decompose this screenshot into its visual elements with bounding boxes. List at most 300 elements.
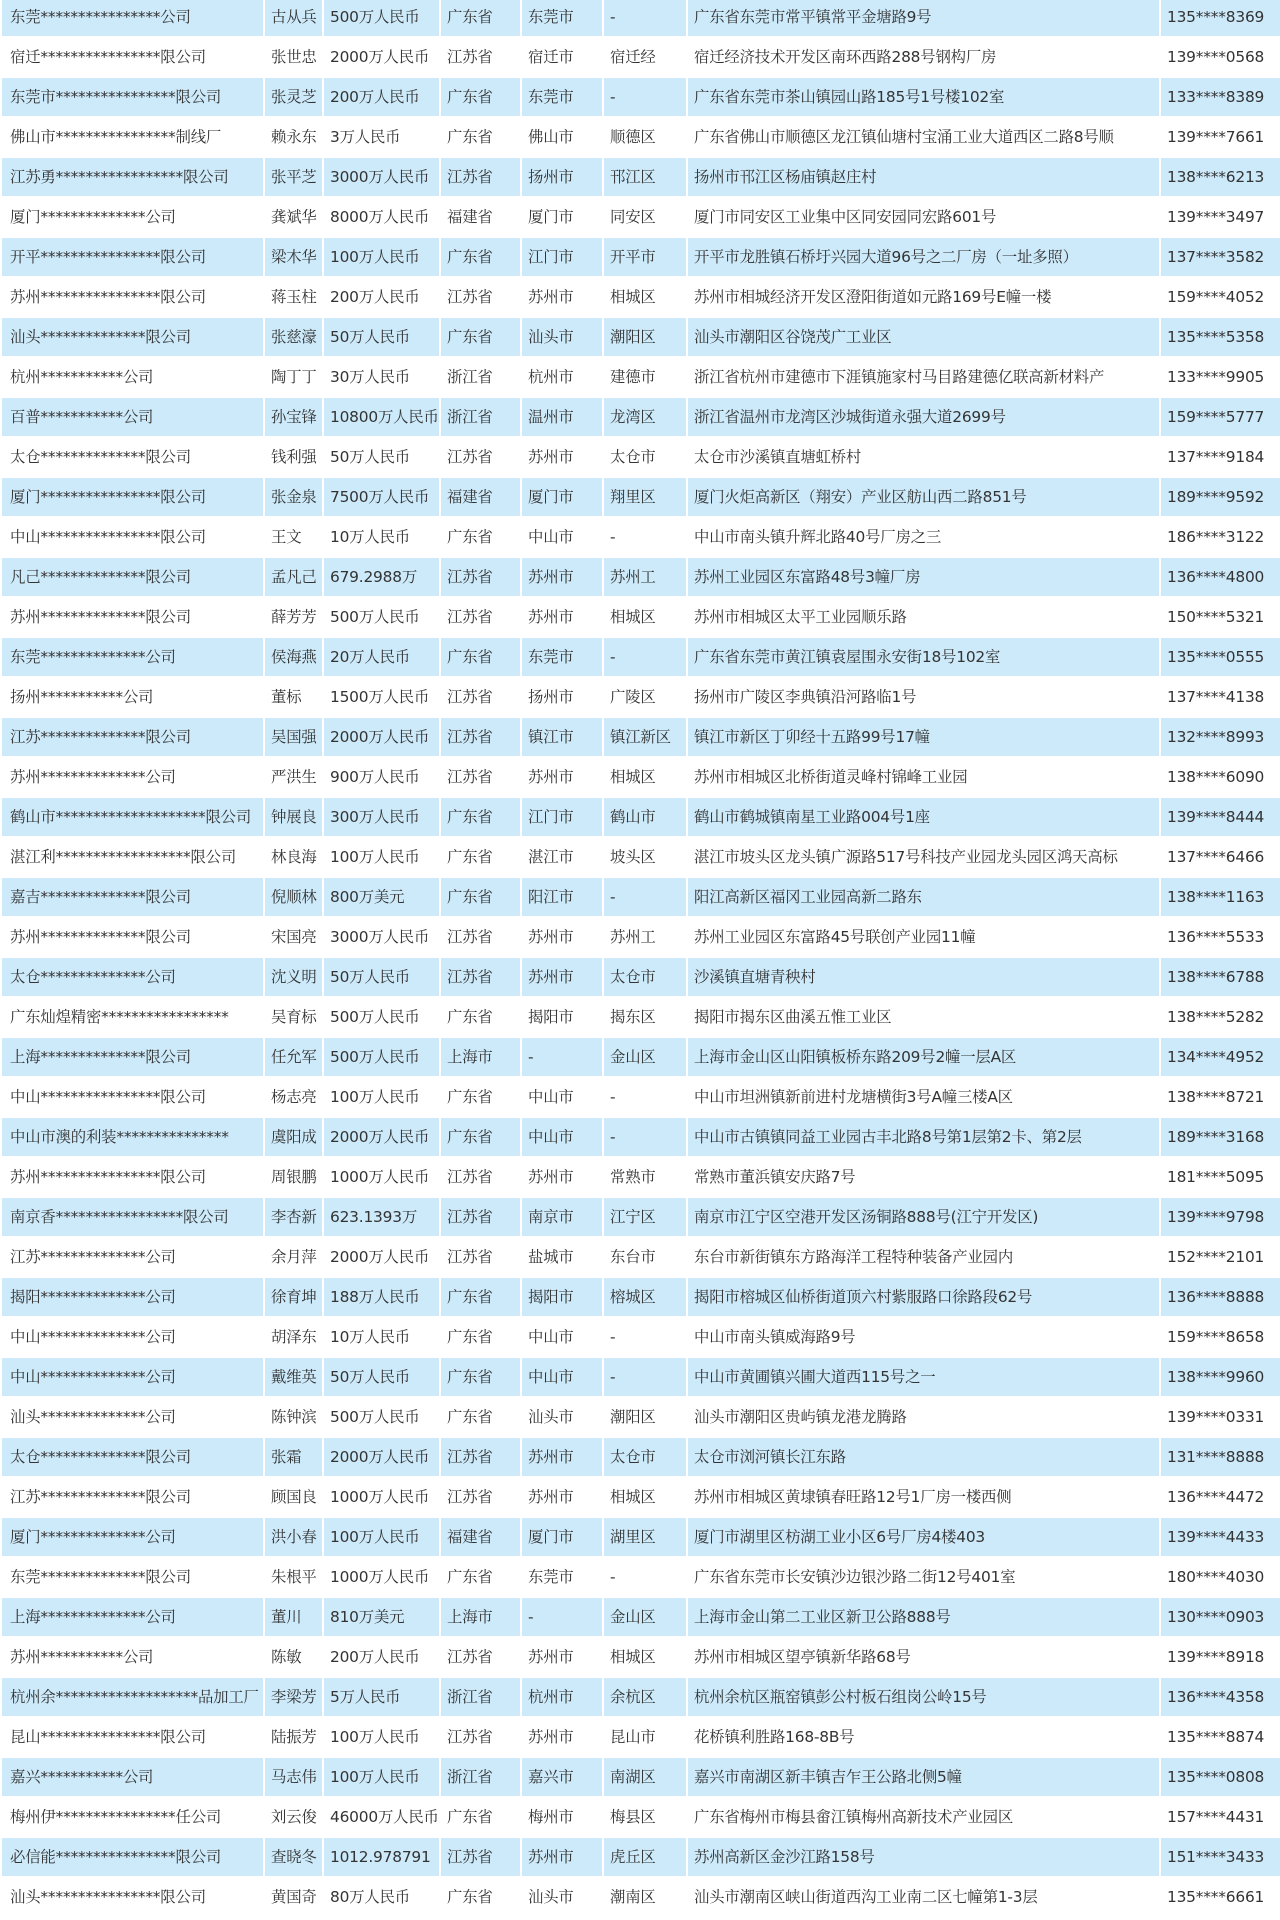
province-cell: 浙江省	[441, 358, 520, 398]
registered-capital-cell: 50万人民币	[324, 318, 439, 358]
company-name-cell: 揭阳**************公司	[2, 1278, 263, 1318]
phone-cell: 135****6661	[1161, 1878, 1280, 1918]
phone-cell: 135****5358	[1161, 318, 1280, 358]
table-row	[2, 158, 1280, 198]
district-cell: 鹤山市	[604, 798, 686, 838]
province-cell: 广东省	[441, 798, 520, 838]
company-name-cell: 苏州***********公司	[2, 1638, 263, 1678]
legal-rep-cell: 蒋玉柱	[265, 278, 322, 318]
address-cell: 揭阳市揭东区曲溪五惟工业区	[688, 998, 1159, 1038]
table-row	[2, 1078, 1280, 1118]
province-cell: 江苏省	[441, 278, 520, 318]
address-cell: 东台市新街镇东方路海洋工程特种装备产业园内	[688, 1238, 1159, 1278]
district-cell: 邗江区	[604, 158, 686, 198]
city-cell: 中山市	[522, 1318, 602, 1358]
province-cell: 江苏省	[441, 1638, 520, 1678]
phone-cell: 135****8369	[1161, 0, 1280, 38]
company-name-cell: 上海**************公司	[2, 1598, 263, 1638]
address-cell: 汕头市潮南区峡山街道西沟工业南二区七幢第1-3层	[688, 1878, 1159, 1918]
company-name-cell: 汕头****************限公司	[2, 1878, 263, 1918]
district-cell: 广陵区	[604, 678, 686, 718]
address-cell: 宿迁经济技术开发区南环西路288号钢构厂房	[688, 38, 1159, 78]
table-body	[2, 0, 1280, 1918]
registered-capital-cell: 100万人民币	[324, 1078, 439, 1118]
legal-rep-cell: 任允军	[265, 1038, 322, 1078]
legal-rep-cell: 顾国良	[265, 1478, 322, 1518]
city-cell: 苏州市	[522, 438, 602, 478]
city-cell: -	[522, 1598, 602, 1638]
table-row	[2, 278, 1280, 318]
legal-rep-cell: 王文	[265, 518, 322, 558]
city-cell: 厦门市	[522, 1518, 602, 1558]
province-cell: 广东省	[441, 238, 520, 278]
phone-cell: 186****3122	[1161, 518, 1280, 558]
table-row	[2, 1718, 1280, 1758]
company-name-cell: 梅州伊****************任公司	[2, 1798, 263, 1838]
district-cell: -	[604, 1558, 686, 1598]
city-cell: 东莞市	[522, 1558, 602, 1598]
legal-rep-cell: 马志伟	[265, 1758, 322, 1798]
phone-cell: 133****8389	[1161, 78, 1280, 118]
address-cell: 沙溪镇直塘青秧村	[688, 958, 1159, 998]
address-cell: 汕头市潮阳区谷饶茂广工业区	[688, 318, 1159, 358]
phone-cell: 138****6090	[1161, 758, 1280, 798]
legal-rep-cell: 钱利强	[265, 438, 322, 478]
registered-capital-cell: 3000万人民币	[324, 918, 439, 958]
phone-cell: 136****5533	[1161, 918, 1280, 958]
province-cell: 广东省	[441, 1118, 520, 1158]
phone-cell: 137****4138	[1161, 678, 1280, 718]
phone-cell: 157****4431	[1161, 1798, 1280, 1838]
phone-cell: 135****8874	[1161, 1718, 1280, 1758]
legal-rep-cell: 沈义明	[265, 958, 322, 998]
phone-cell: 189****3168	[1161, 1118, 1280, 1158]
district-cell: 梅县区	[604, 1798, 686, 1838]
phone-cell: 159****4052	[1161, 278, 1280, 318]
phone-cell: 138****5282	[1161, 998, 1280, 1038]
registered-capital-cell: 300万人民币	[324, 798, 439, 838]
registered-capital-cell: 623.1393万	[324, 1198, 439, 1238]
legal-rep-cell: 余月萍	[265, 1238, 322, 1278]
legal-rep-cell: 周银鹏	[265, 1158, 322, 1198]
district-cell: 镇江新区	[604, 718, 686, 758]
company-name-cell: 嘉吉**************限公司	[2, 878, 263, 918]
province-cell: 广东省	[441, 878, 520, 918]
city-cell: 苏州市	[522, 1478, 602, 1518]
table-row	[2, 838, 1280, 878]
table-row	[2, 1318, 1280, 1358]
province-cell: 广东省	[441, 0, 520, 38]
registered-capital-cell: 3万人民币	[324, 118, 439, 158]
city-cell: 苏州市	[522, 558, 602, 598]
district-cell: 昆山市	[604, 1718, 686, 1758]
registered-capital-cell: 100万人民币	[324, 1758, 439, 1798]
company-name-cell: 中山**************公司	[2, 1318, 263, 1358]
table-row	[2, 678, 1280, 718]
company-name-cell: 太仓**************公司	[2, 958, 263, 998]
district-cell: 翔里区	[604, 478, 686, 518]
province-cell: 广东省	[441, 318, 520, 358]
city-cell: 汕头市	[522, 1878, 602, 1918]
province-cell: 广东省	[441, 998, 520, 1038]
city-cell: 苏州市	[522, 758, 602, 798]
legal-rep-cell: 吴国强	[265, 718, 322, 758]
phone-cell: 189****9592	[1161, 478, 1280, 518]
province-cell: 江苏省	[441, 958, 520, 998]
table-row	[2, 478, 1280, 518]
district-cell: 太仓市	[604, 438, 686, 478]
province-cell: 江苏省	[441, 598, 520, 638]
address-cell: 广东省东莞市黄江镇袁屋围永安街18号102室	[688, 638, 1159, 678]
district-cell: 江宁区	[604, 1198, 686, 1238]
company-name-cell: 湛江利******************限公司	[2, 838, 263, 878]
district-cell: 金山区	[604, 1598, 686, 1638]
address-cell: 阳江高新区福冈工业园高新二路东	[688, 878, 1159, 918]
company-name-cell: 苏州****************限公司	[2, 1158, 263, 1198]
address-cell: 中山市南头镇升辉北路40号厂房之三	[688, 518, 1159, 558]
province-cell: 江苏省	[441, 158, 520, 198]
address-cell: 上海市金山第二工业区新卫公路888号	[688, 1598, 1159, 1638]
district-cell: 坡头区	[604, 838, 686, 878]
company-name-cell: 佛山市****************制线厂	[2, 118, 263, 158]
address-cell: 厦门市湖里区枋湖工业小区6号厂房4楼403	[688, 1518, 1159, 1558]
company-name-cell: 厦门**************公司	[2, 1518, 263, 1558]
address-cell: 镇江市新区丁卯经十五路99号17幢	[688, 718, 1159, 758]
phone-cell: 159****8658	[1161, 1318, 1280, 1358]
table-row	[2, 1438, 1280, 1478]
table-row	[2, 1198, 1280, 1238]
city-cell: 梅州市	[522, 1798, 602, 1838]
registered-capital-cell: 3000万人民币	[324, 158, 439, 198]
company-name-cell: 宿迁****************限公司	[2, 38, 263, 78]
company-name-cell: 杭州余*******************品加工厂	[2, 1678, 263, 1718]
legal-rep-cell: 杨志亮	[265, 1078, 322, 1118]
city-cell: 中山市	[522, 1358, 602, 1398]
company-name-cell: 杭州***********公司	[2, 358, 263, 398]
table-row	[2, 238, 1280, 278]
legal-rep-cell: 龚斌华	[265, 198, 322, 238]
phone-cell: 130****0903	[1161, 1598, 1280, 1638]
city-cell: 扬州市	[522, 158, 602, 198]
district-cell: 太仓市	[604, 1438, 686, 1478]
province-cell: 江苏省	[441, 438, 520, 478]
phone-cell: 136****4800	[1161, 558, 1280, 598]
province-cell: 江苏省	[441, 1238, 520, 1278]
table-row	[2, 1038, 1280, 1078]
legal-rep-cell: 徐育坤	[265, 1278, 322, 1318]
table-row	[2, 518, 1280, 558]
district-cell: 宿迁经	[604, 38, 686, 78]
legal-rep-cell: 张世忠	[265, 38, 322, 78]
registered-capital-cell: 500万人民币	[324, 1398, 439, 1438]
address-cell: 湛江市坡头区龙头镇广源路517号科技产业园龙头园区鸿天高标	[688, 838, 1159, 878]
phone-cell: 139****0331	[1161, 1398, 1280, 1438]
province-cell: 江苏省	[441, 1838, 520, 1878]
table-row	[2, 38, 1280, 78]
province-cell: 广东省	[441, 1318, 520, 1358]
city-cell: 苏州市	[522, 1838, 602, 1878]
address-cell: 嘉兴市南湖区新丰镇吉乍王公路北侧5幢	[688, 1758, 1159, 1798]
legal-rep-cell: 黄国奇	[265, 1878, 322, 1918]
district-cell: 湖里区	[604, 1518, 686, 1558]
address-cell: 广东省梅州市梅县畲江镇梅州高新技术产业园区	[688, 1798, 1159, 1838]
phone-cell: 139****3497	[1161, 198, 1280, 238]
district-cell: 苏州工	[604, 558, 686, 598]
registered-capital-cell: 100万人民币	[324, 1718, 439, 1758]
table-row	[2, 1798, 1280, 1838]
address-cell: 中山市古镇镇同益工业园古丰北路8号第1层第2卡、第2层	[688, 1118, 1159, 1158]
address-cell: 厦门市同安区工业集中区同安园同宏路601号	[688, 198, 1159, 238]
table-row	[2, 78, 1280, 118]
company-name-cell: 太仓**************限公司	[2, 438, 263, 478]
province-cell: 江苏省	[441, 38, 520, 78]
phone-cell: 136****4358	[1161, 1678, 1280, 1718]
address-cell: 苏州市相城区黄埭镇春旺路12号1厂房一楼西侧	[688, 1478, 1159, 1518]
table-row	[2, 918, 1280, 958]
address-cell: 广东省东莞市茶山镇园山路185号1号楼102室	[688, 78, 1159, 118]
address-cell: 苏州高新区金沙江路158号	[688, 1838, 1159, 1878]
province-cell: 广东省	[441, 118, 520, 158]
city-cell: 东莞市	[522, 638, 602, 678]
legal-rep-cell: 洪小春	[265, 1518, 322, 1558]
company-name-cell: 汕头**************限公司	[2, 318, 263, 358]
table-row	[2, 358, 1280, 398]
district-cell: 开平市	[604, 238, 686, 278]
address-cell: 厦门火炬高新区（翔安）产业区舫山西二路851号	[688, 478, 1159, 518]
city-cell: 南京市	[522, 1198, 602, 1238]
registered-capital-cell: 2000万人民币	[324, 1238, 439, 1278]
phone-cell: 136****8888	[1161, 1278, 1280, 1318]
phone-cell: 132****8993	[1161, 718, 1280, 758]
city-cell: 汕头市	[522, 318, 602, 358]
company-name-cell: 苏州**************限公司	[2, 598, 263, 638]
registered-capital-cell: 10万人民币	[324, 518, 439, 558]
address-cell: 南京市江宁区空港开发区汤铜路888号(江宁开发区)	[688, 1198, 1159, 1238]
province-cell: 广东省	[441, 518, 520, 558]
legal-rep-cell: 陆振芳	[265, 1718, 322, 1758]
city-cell: 汕头市	[522, 1398, 602, 1438]
city-cell: 厦门市	[522, 198, 602, 238]
province-cell: 广东省	[441, 638, 520, 678]
city-cell: 嘉兴市	[522, 1758, 602, 1798]
phone-cell: 137****6466	[1161, 838, 1280, 878]
district-cell: 相城区	[604, 1478, 686, 1518]
province-cell: 浙江省	[441, 1758, 520, 1798]
city-cell: 东莞市	[522, 78, 602, 118]
legal-rep-cell: 宋国亮	[265, 918, 322, 958]
district-cell: 东台市	[604, 1238, 686, 1278]
province-cell: 福建省	[441, 1518, 520, 1558]
district-cell: 榕城区	[604, 1278, 686, 1318]
district-cell: 建德市	[604, 358, 686, 398]
table-row	[2, 438, 1280, 478]
phone-cell: 138****6213	[1161, 158, 1280, 198]
legal-rep-cell: 倪顺林	[265, 878, 322, 918]
address-cell: 太仓市浏河镇长江东路	[688, 1438, 1159, 1478]
legal-rep-cell: 薛芳芳	[265, 598, 322, 638]
city-cell: 佛山市	[522, 118, 602, 158]
phone-cell: 138****8721	[1161, 1078, 1280, 1118]
registered-capital-cell: 8000万人民币	[324, 198, 439, 238]
table-row	[2, 1598, 1280, 1638]
city-cell: 杭州市	[522, 358, 602, 398]
table-row	[2, 1638, 1280, 1678]
district-cell: 顺德区	[604, 118, 686, 158]
district-cell: 金山区	[604, 1038, 686, 1078]
phone-cell: 136****4472	[1161, 1478, 1280, 1518]
registered-capital-cell: 100万人民币	[324, 1518, 439, 1558]
company-name-cell: 江苏**************限公司	[2, 1478, 263, 1518]
phone-cell: 139****0568	[1161, 38, 1280, 78]
company-name-cell: 东莞****************公司	[2, 0, 263, 38]
registered-capital-cell: 900万人民币	[324, 758, 439, 798]
address-cell: 苏州市相城区北桥街道灵峰村锦峰工业园	[688, 758, 1159, 798]
district-cell: 苏州工	[604, 918, 686, 958]
district-cell: 南湖区	[604, 1758, 686, 1798]
table-row	[2, 1878, 1280, 1918]
registered-capital-cell: 30万人民币	[324, 358, 439, 398]
address-cell: 中山市黄圃镇兴圃大道西115号之一	[688, 1358, 1159, 1398]
registered-capital-cell: 1500万人民币	[324, 678, 439, 718]
district-cell: 相城区	[604, 1638, 686, 1678]
phone-cell: 139****9798	[1161, 1198, 1280, 1238]
legal-rep-cell: 张灵芝	[265, 78, 322, 118]
company-name-cell: 汕头**************公司	[2, 1398, 263, 1438]
city-cell: 苏州市	[522, 1718, 602, 1758]
legal-rep-cell: 李梁芳	[265, 1678, 322, 1718]
province-cell: 江苏省	[441, 1478, 520, 1518]
legal-rep-cell: 古从兵	[265, 0, 322, 38]
registered-capital-cell: 50万人民币	[324, 438, 439, 478]
district-cell: 太仓市	[604, 958, 686, 998]
legal-rep-cell: 张霜	[265, 1438, 322, 1478]
district-cell: 潮阳区	[604, 1398, 686, 1438]
district-cell: -	[604, 1118, 686, 1158]
city-cell: 苏州市	[522, 1638, 602, 1678]
district-cell: -	[604, 1358, 686, 1398]
registered-capital-cell: 500万人民币	[324, 0, 439, 38]
phone-cell: 150****5321	[1161, 598, 1280, 638]
registered-capital-cell: 500万人民币	[324, 1038, 439, 1078]
legal-rep-cell: 严洪生	[265, 758, 322, 798]
city-cell: 苏州市	[522, 958, 602, 998]
district-cell: -	[604, 518, 686, 558]
province-cell: 江苏省	[441, 678, 520, 718]
table-row	[2, 1118, 1280, 1158]
table-row	[2, 1558, 1280, 1598]
district-cell: -	[604, 878, 686, 918]
registered-capital-cell: 10800万人民币	[324, 398, 439, 438]
registered-capital-cell: 80万人民币	[324, 1878, 439, 1918]
company-name-cell: 凡己**************限公司	[2, 558, 263, 598]
district-cell: 相城区	[604, 278, 686, 318]
district-cell: 相城区	[604, 598, 686, 638]
phone-cell: 139****7661	[1161, 118, 1280, 158]
registered-capital-cell: 50万人民币	[324, 1358, 439, 1398]
city-cell: 中山市	[522, 1118, 602, 1158]
province-cell: 广东省	[441, 1558, 520, 1598]
registered-capital-cell: 2000万人民币	[324, 718, 439, 758]
legal-rep-cell: 孟凡己	[265, 558, 322, 598]
legal-rep-cell: 钟展良	[265, 798, 322, 838]
table-row	[2, 958, 1280, 998]
registered-capital-cell: 1000万人民币	[324, 1558, 439, 1598]
phone-cell: 131****8888	[1161, 1438, 1280, 1478]
district-cell: 常熟市	[604, 1158, 686, 1198]
province-cell: 广东省	[441, 1398, 520, 1438]
registered-capital-cell: 2000万人民币	[324, 1118, 439, 1158]
city-cell: 阳江市	[522, 878, 602, 918]
address-cell: 广东省佛山市顺德区龙江镇仙塘村宝涌工业大道西区二路8号顺	[688, 118, 1159, 158]
legal-rep-cell: 朱根平	[265, 1558, 322, 1598]
city-cell: 杭州市	[522, 1678, 602, 1718]
address-cell: 浙江省温州市龙湾区沙城街道永强大道2699号	[688, 398, 1159, 438]
address-cell: 苏州市相城区太平工业园顺乐路	[688, 598, 1159, 638]
legal-rep-cell: 梁木华	[265, 238, 322, 278]
company-name-cell: 苏州**************限公司	[2, 918, 263, 958]
registered-capital-cell: 46000万人民币	[324, 1798, 439, 1838]
district-cell: 相城区	[604, 758, 686, 798]
table-row	[2, 0, 1280, 38]
table-row	[2, 1358, 1280, 1398]
address-cell: 浙江省杭州市建德市下涯镇施家村马目路建德亿联高新材料产	[688, 358, 1159, 398]
province-cell: 江苏省	[441, 1198, 520, 1238]
table-row	[2, 798, 1280, 838]
table-row	[2, 558, 1280, 598]
table-row	[2, 878, 1280, 918]
address-cell: 揭阳市榕城区仙桥街道顶六村紫服路口徐路段62号	[688, 1278, 1159, 1318]
address-cell: 苏州工业园区东富路45号联创产业园11幢	[688, 918, 1159, 958]
registered-capital-cell: 50万人民币	[324, 958, 439, 998]
table-row	[2, 1678, 1280, 1718]
phone-cell: 133****9905	[1161, 358, 1280, 398]
address-cell: 常熟市董浜镇安庆路7号	[688, 1158, 1159, 1198]
table-row	[2, 1158, 1280, 1198]
district-cell: -	[604, 0, 686, 38]
table-row	[2, 638, 1280, 678]
table-row	[2, 758, 1280, 798]
company-name-cell: 必信能****************限公司	[2, 1838, 263, 1878]
legal-rep-cell: 董川	[265, 1598, 322, 1638]
company-name-cell: 苏州**************公司	[2, 758, 263, 798]
city-cell: 湛江市	[522, 838, 602, 878]
registered-capital-cell: 20万人民币	[324, 638, 439, 678]
legal-rep-cell: 张平芝	[265, 158, 322, 198]
district-cell: -	[604, 1078, 686, 1118]
phone-cell: 139****4433	[1161, 1518, 1280, 1558]
address-cell: 扬州市广陵区李典镇沿河路临1号	[688, 678, 1159, 718]
registered-capital-cell: 679.2988万	[324, 558, 439, 598]
phone-cell: 135****0808	[1161, 1758, 1280, 1798]
table-row	[2, 118, 1280, 158]
company-name-cell: 鹤山市********************限公司	[2, 798, 263, 838]
address-cell: 苏州工业园区东富路48号3幢厂房	[688, 558, 1159, 598]
legal-rep-cell: 赖永东	[265, 118, 322, 158]
province-cell: 广东省	[441, 1878, 520, 1918]
phone-cell: 181****5095	[1161, 1158, 1280, 1198]
registered-capital-cell: 200万人民币	[324, 1638, 439, 1678]
registered-capital-cell: 200万人民币	[324, 278, 439, 318]
registered-capital-cell: 10万人民币	[324, 1318, 439, 1358]
city-cell: -	[522, 1038, 602, 1078]
city-cell: 温州市	[522, 398, 602, 438]
phone-cell: 180****4030	[1161, 1558, 1280, 1598]
company-name-cell: 广东灿煌精密*****************	[2, 998, 263, 1038]
company-name-cell: 东莞市****************限公司	[2, 78, 263, 118]
city-cell: 苏州市	[522, 278, 602, 318]
province-cell: 江苏省	[441, 718, 520, 758]
legal-rep-cell: 胡泽东	[265, 1318, 322, 1358]
